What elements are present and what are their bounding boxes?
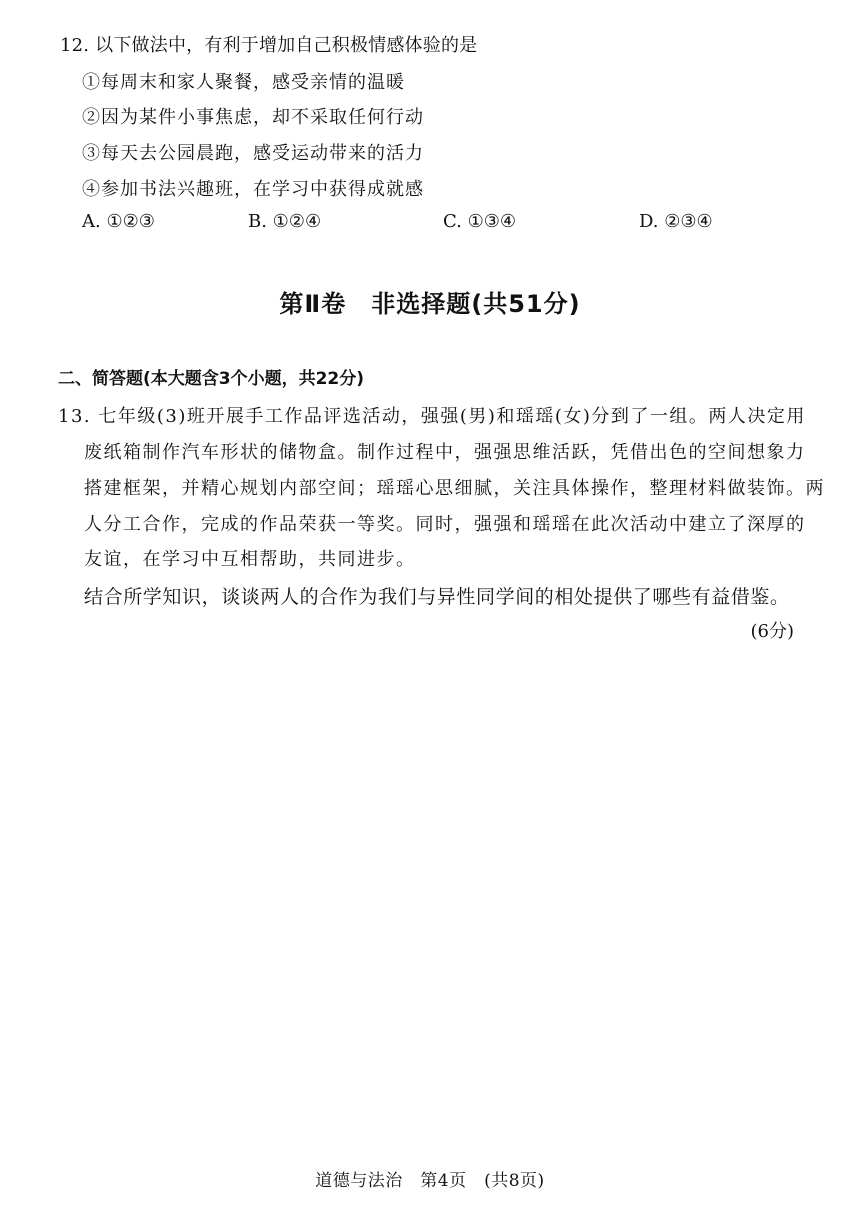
short-answer-heading: 二、简答题(本大题含3个小题，共22分) <box>58 369 365 389</box>
question-12-option-3: ③每天去公园晨跑，感受运动带来的活力 <box>82 143 424 164</box>
question-12-choice-c: C. ①③④ <box>443 211 516 232</box>
question-12-option-1: ①每周末和家人聚餐，感受亲情的温暖 <box>82 72 405 93</box>
question-13-line-1: 13. 七年级(3)班开展手工作品评选活动，强强(男)和瑶瑶(女)分到了一组。两人决定用 <box>58 406 806 427</box>
question-13-score: (6分) <box>750 621 794 642</box>
question-13-line-3: 搭建框架，并精心规划内部空间；瑶瑶心思细腻，关注具体操作，整理材料做装饰。两 <box>84 478 825 499</box>
question-13-line-5: 友谊，在学习中互相帮助，共同进步。 <box>84 549 416 570</box>
question-13-prompt: 结合所学知识，谈谈两人的合作为我们与异性同学间的相处提供了哪些有益借鉴。 <box>84 586 790 608</box>
question-12-option-4: ④参加书法兴趣班，在学习中获得成就感 <box>82 179 424 200</box>
question-13-line-2: 废纸箱制作汽车形状的储物盒。制作过程中，强强思维活跃，凭借出色的空间想象力 <box>84 442 806 463</box>
section-2-title: 第Ⅱ卷 非选择题(共51分) <box>279 290 581 318</box>
question-12-option-2: ②因为某件小事焦虑，却不采取任何行动 <box>82 107 424 128</box>
page-footer: 道德与法治 第4页 (共8页) <box>315 1171 545 1191</box>
question-12-choice-a: A. ①②③ <box>82 211 155 232</box>
question-13-line-4: 人分工合作，完成的作品荣获一等奖。同时，强强和瑶瑶在此次活动中建立了深厚的 <box>84 514 806 535</box>
question-12-stem: 12. 以下做法中，有利于增加自己积极情感体验的是 <box>60 35 478 56</box>
question-12-choice-b: B. ①②④ <box>248 211 322 232</box>
question-12-choice-d: D. ②③④ <box>639 211 713 232</box>
